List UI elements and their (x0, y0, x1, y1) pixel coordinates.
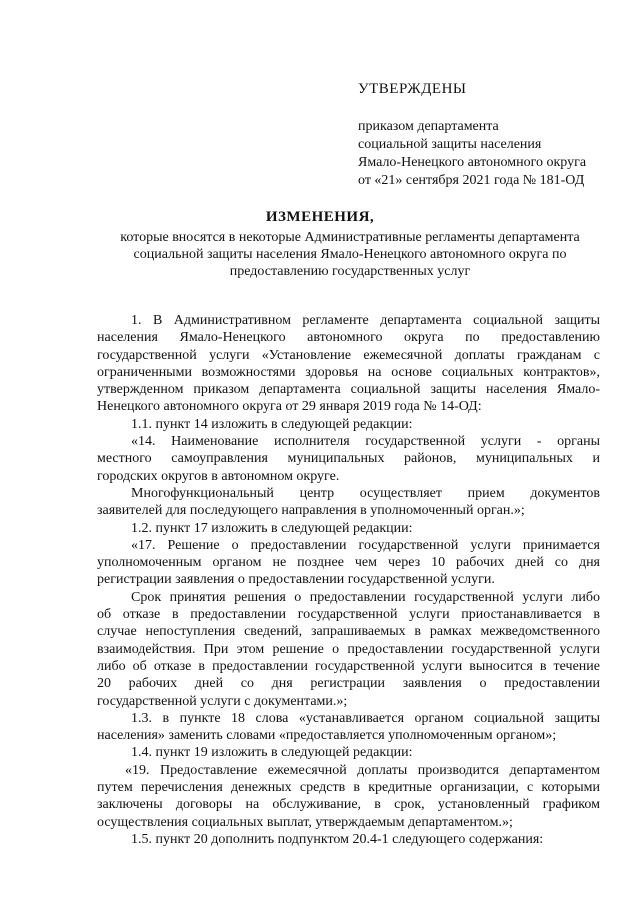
body-line: либо об отказе в предоставлении государственной услуги выносится в течение (97, 658, 600, 674)
body-line: «14. Наименование исполнителя государственной услуги - органы (131, 434, 600, 450)
body-line: 1.3. в пункте 18 слова «устанавливается органом социальной защиты (131, 710, 600, 726)
body-line: местного самоуправления муниципальных районов, муниципальных и (97, 451, 600, 467)
body-line: уполномоченным органом не позднее чем через 10 рабочих дней со дня (97, 555, 600, 571)
body-line: об отказе в предоставлении государственной услуги приостанавливается в (97, 607, 600, 623)
body-line: 20 рабочих дней со дня регистрации заявления о предоставлении (97, 676, 600, 692)
body-line: утвержденном приказом департамента социальной защиты населения Ямало- (97, 382, 600, 398)
body-line: 1.4. пункт 19 изложить в следующей редакции: (131, 745, 413, 761)
body-line: регистрации заявления о предоставлении государственной услуги. (97, 572, 495, 588)
body-line: случае непоступления сведений, запрашиваемых в рамках межведомственного (97, 624, 600, 640)
subtitle-line: социальной защиты населения Ямало-Ненецкого автономного округа по (133, 247, 567, 262)
subtitle-line: предоставлению государственных услуг (229, 264, 471, 279)
document-body (97, 312, 600, 848)
body-line: 1.1. пункт 14 изложить в следующей редакции: (131, 416, 413, 432)
body-line: путем перечисления денежных средств в кредитные организации, с которыми (97, 780, 600, 796)
body-line: Ненецкого автономного округа от 29 января 2019 года № 14-ОД: (97, 399, 482, 415)
document-title: ИЗМЕНЕНИЯ, (265, 209, 375, 225)
body-line: «17. Решение о предоставлении государственной услуги принимается (131, 537, 600, 553)
approval-heading: УТВЕРЖДЕНЫ (358, 81, 467, 97)
body-line: Срок принятия решения о предоставлении государственной услуги либо (131, 589, 600, 605)
body-line: 1. В Административном регламенте департамента социальной защиты (131, 313, 600, 328)
body-line: государственной услуги с документами.»; (97, 693, 348, 709)
body-line: 1.5. пункт 20 дополнить подпунктом 20.4-1 следующего содержания: (131, 831, 544, 847)
approval-line: от «21» сентября 2021 года № 181-ОД (358, 173, 585, 188)
approval-line: социальной защиты населения (358, 137, 542, 152)
body-line: государственной услуги «Установление ежемесячной доплаты гражданам с (97, 347, 600, 363)
approval-block (358, 80, 586, 190)
subtitle-line: которые вносятся в некоторые Административные регламенты департамента (120, 230, 580, 245)
body-line: ограниченными возможностями здоровья на основе социальных контрактов», (97, 364, 600, 380)
body-line: Многофункциональный центр осуществляет прием документов (131, 485, 600, 501)
body-line: населения Ямало-Ненецкого автономного округа по предоставлению (97, 330, 600, 346)
body-line: 1.2. пункт 17 изложить в следующей редакции: (131, 520, 413, 536)
body-line: взаимодействия. При этом решение о предоставлении государственной услуги (97, 641, 600, 657)
body-line: «19. Предоставление ежемесячной доплаты производится департаментом (125, 762, 600, 778)
document-subtitle (100, 229, 600, 280)
body-line: заключены договоры на обслуживание, в срок, установленный графиком (97, 797, 600, 813)
approval-line: Ямало-Ненецкого автономного округа (358, 155, 587, 170)
body-line: городских округов в автономном округе. (97, 468, 340, 484)
body-line: заявителей для последующего направления в уполномоченный орган.»; (97, 503, 525, 519)
approval-line: приказом департамента (358, 119, 499, 134)
body-line: населения» заменить словами «предоставляется уполномоченным органом»; (97, 728, 557, 744)
body-line: осуществления социальных выплат, утверждаемым департаментом.»; (97, 814, 513, 830)
